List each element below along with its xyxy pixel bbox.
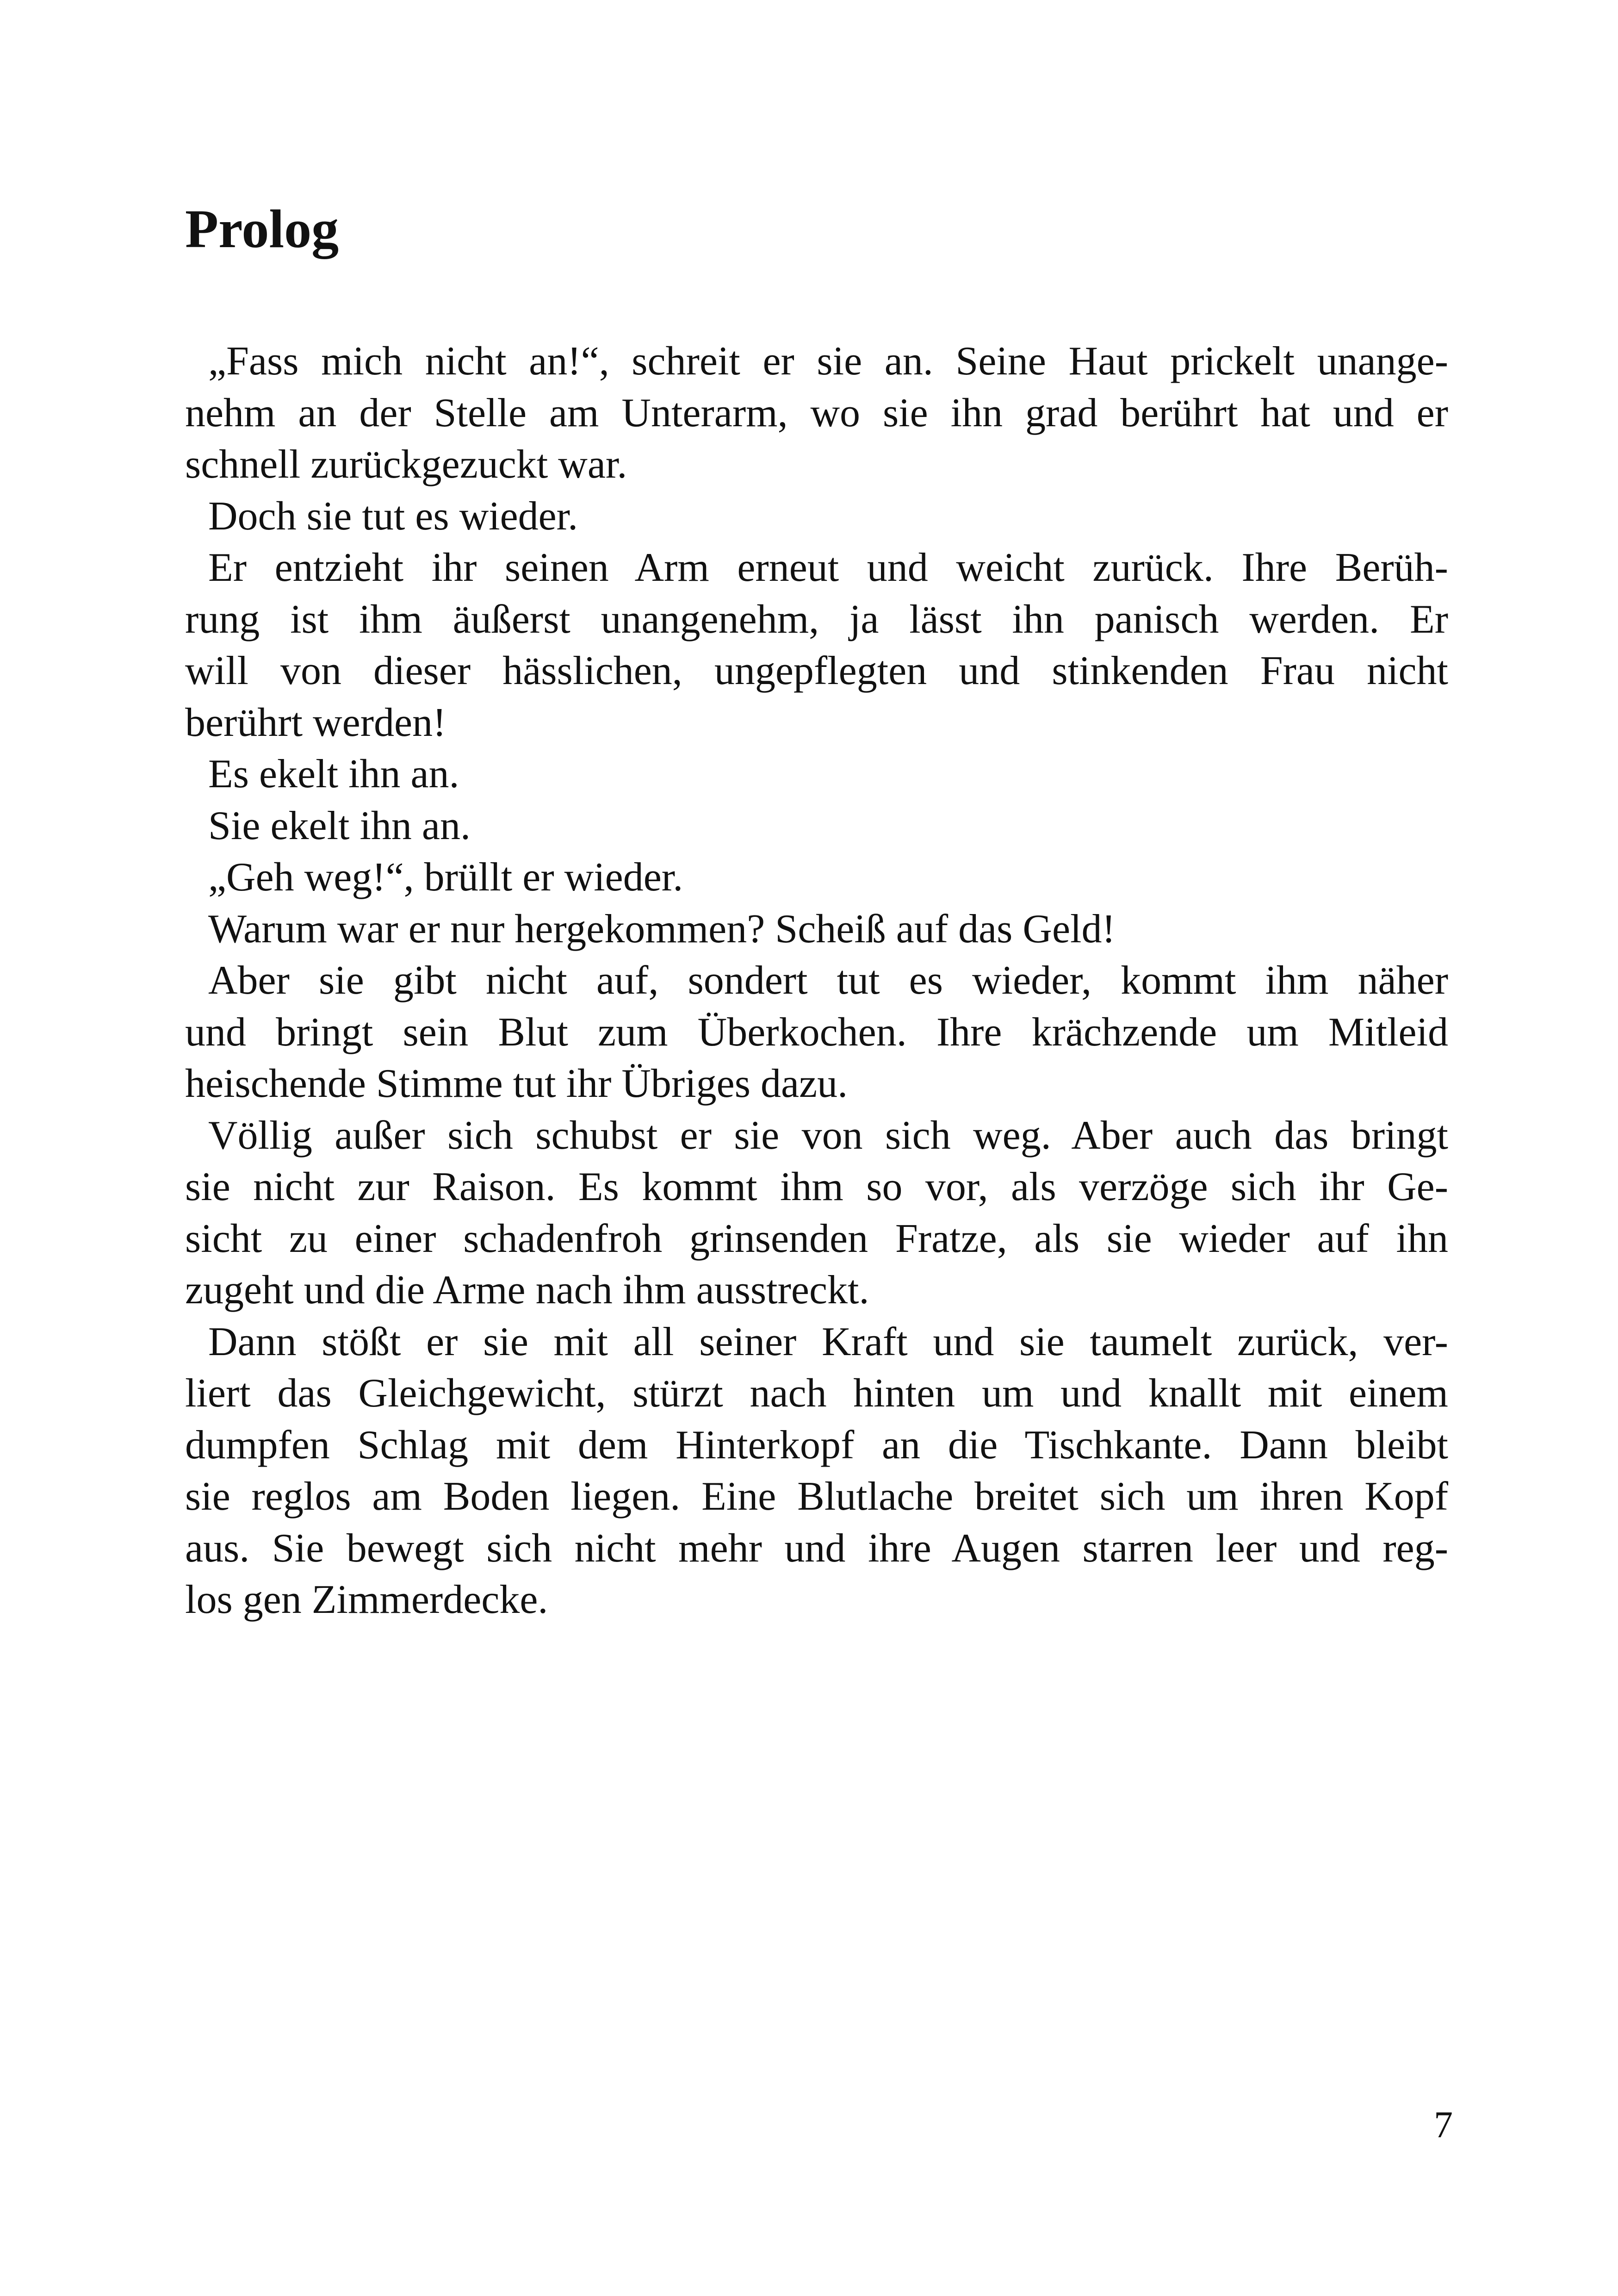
text-line: Aber sie gibt nicht auf, sondert tut es wieder, kommt ihm näher <box>208 958 1448 1003</box>
text-line: sie nicht zur Raison. Es kommt ihm so vor, als verzöge sich ihr Ge- <box>185 1164 1448 1209</box>
page-number: 7 <box>1434 2103 1453 2146</box>
text-line: zugeht und die Arme nach ihm ausstreckt. <box>185 1268 869 1313</box>
text-line: und bringt sein Blut zum Überkochen. Ihre krächzende um Mitleid <box>185 1009 1448 1055</box>
text-line: will von dieser hässlichen, ungepflegten und stinkenden Frau nicht <box>185 648 1448 693</box>
text-line: schnell zurückgezuckt war. <box>185 442 627 487</box>
text-line: Dann stößt er sie mit all seiner Kraft und sie taumelt zurück, ver- <box>208 1319 1448 1364</box>
text-line: Er entzieht ihr seinen Arm erneut und weicht zurück. Ihre Berüh- <box>208 545 1448 590</box>
text-line: dumpfen Schlag mit dem Hinterkopf an die Tischkante. Dann bleibt <box>185 1422 1448 1468</box>
text-line: sie reglos am Boden liegen. Eine Blutlache breitet sich um ihren Kopf <box>185 1474 1448 1519</box>
text-line: liert das Gleichgewicht, stürzt nach hinten um und knallt mit einem <box>185 1371 1448 1416</box>
text-line: aus. Sie bewegt sich nicht mehr und ihre Augen starren leer und reg- <box>185 1525 1448 1571</box>
text-line: Doch sie tut es wieder. <box>208 493 578 539</box>
text-line: nehm an der Stelle am Unterarm, wo sie ihn grad berührt hat und er <box>185 390 1448 436</box>
text-line: rung ist ihm äußerst unangenehm, ja lässt ihn panisch werden. Er <box>185 597 1448 642</box>
text-line: Völlig außer sich schubst er sie von sich weg. Aber auch das bringt <box>208 1113 1448 1158</box>
text-line: berührt werden! <box>185 700 446 745</box>
chapter-title: Prolog <box>185 199 339 259</box>
text-line: Es ekelt ihn an. <box>208 752 459 796</box>
text-line: Sie ekelt ihn an. <box>208 803 471 848</box>
text-line: los gen Zimmerdecke. <box>185 1577 548 1622</box>
body-text <box>185 336 1448 1626</box>
text-line: Warum war er nur hergekommen? Scheiß auf das Geld! <box>208 906 1116 952</box>
text-line: „Fass mich nicht an!“, schreit er sie an. Seine Haut prickelt unange- <box>208 339 1448 384</box>
text-line: heischende Stimme tut ihr Übriges dazu. <box>185 1061 848 1106</box>
text-line: sicht zu einer schadenfroh grinsenden Fratze, als sie wieder auf ihn <box>185 1216 1448 1261</box>
text-line: „Geh weg!“, brüllt er wieder. <box>208 855 683 900</box>
